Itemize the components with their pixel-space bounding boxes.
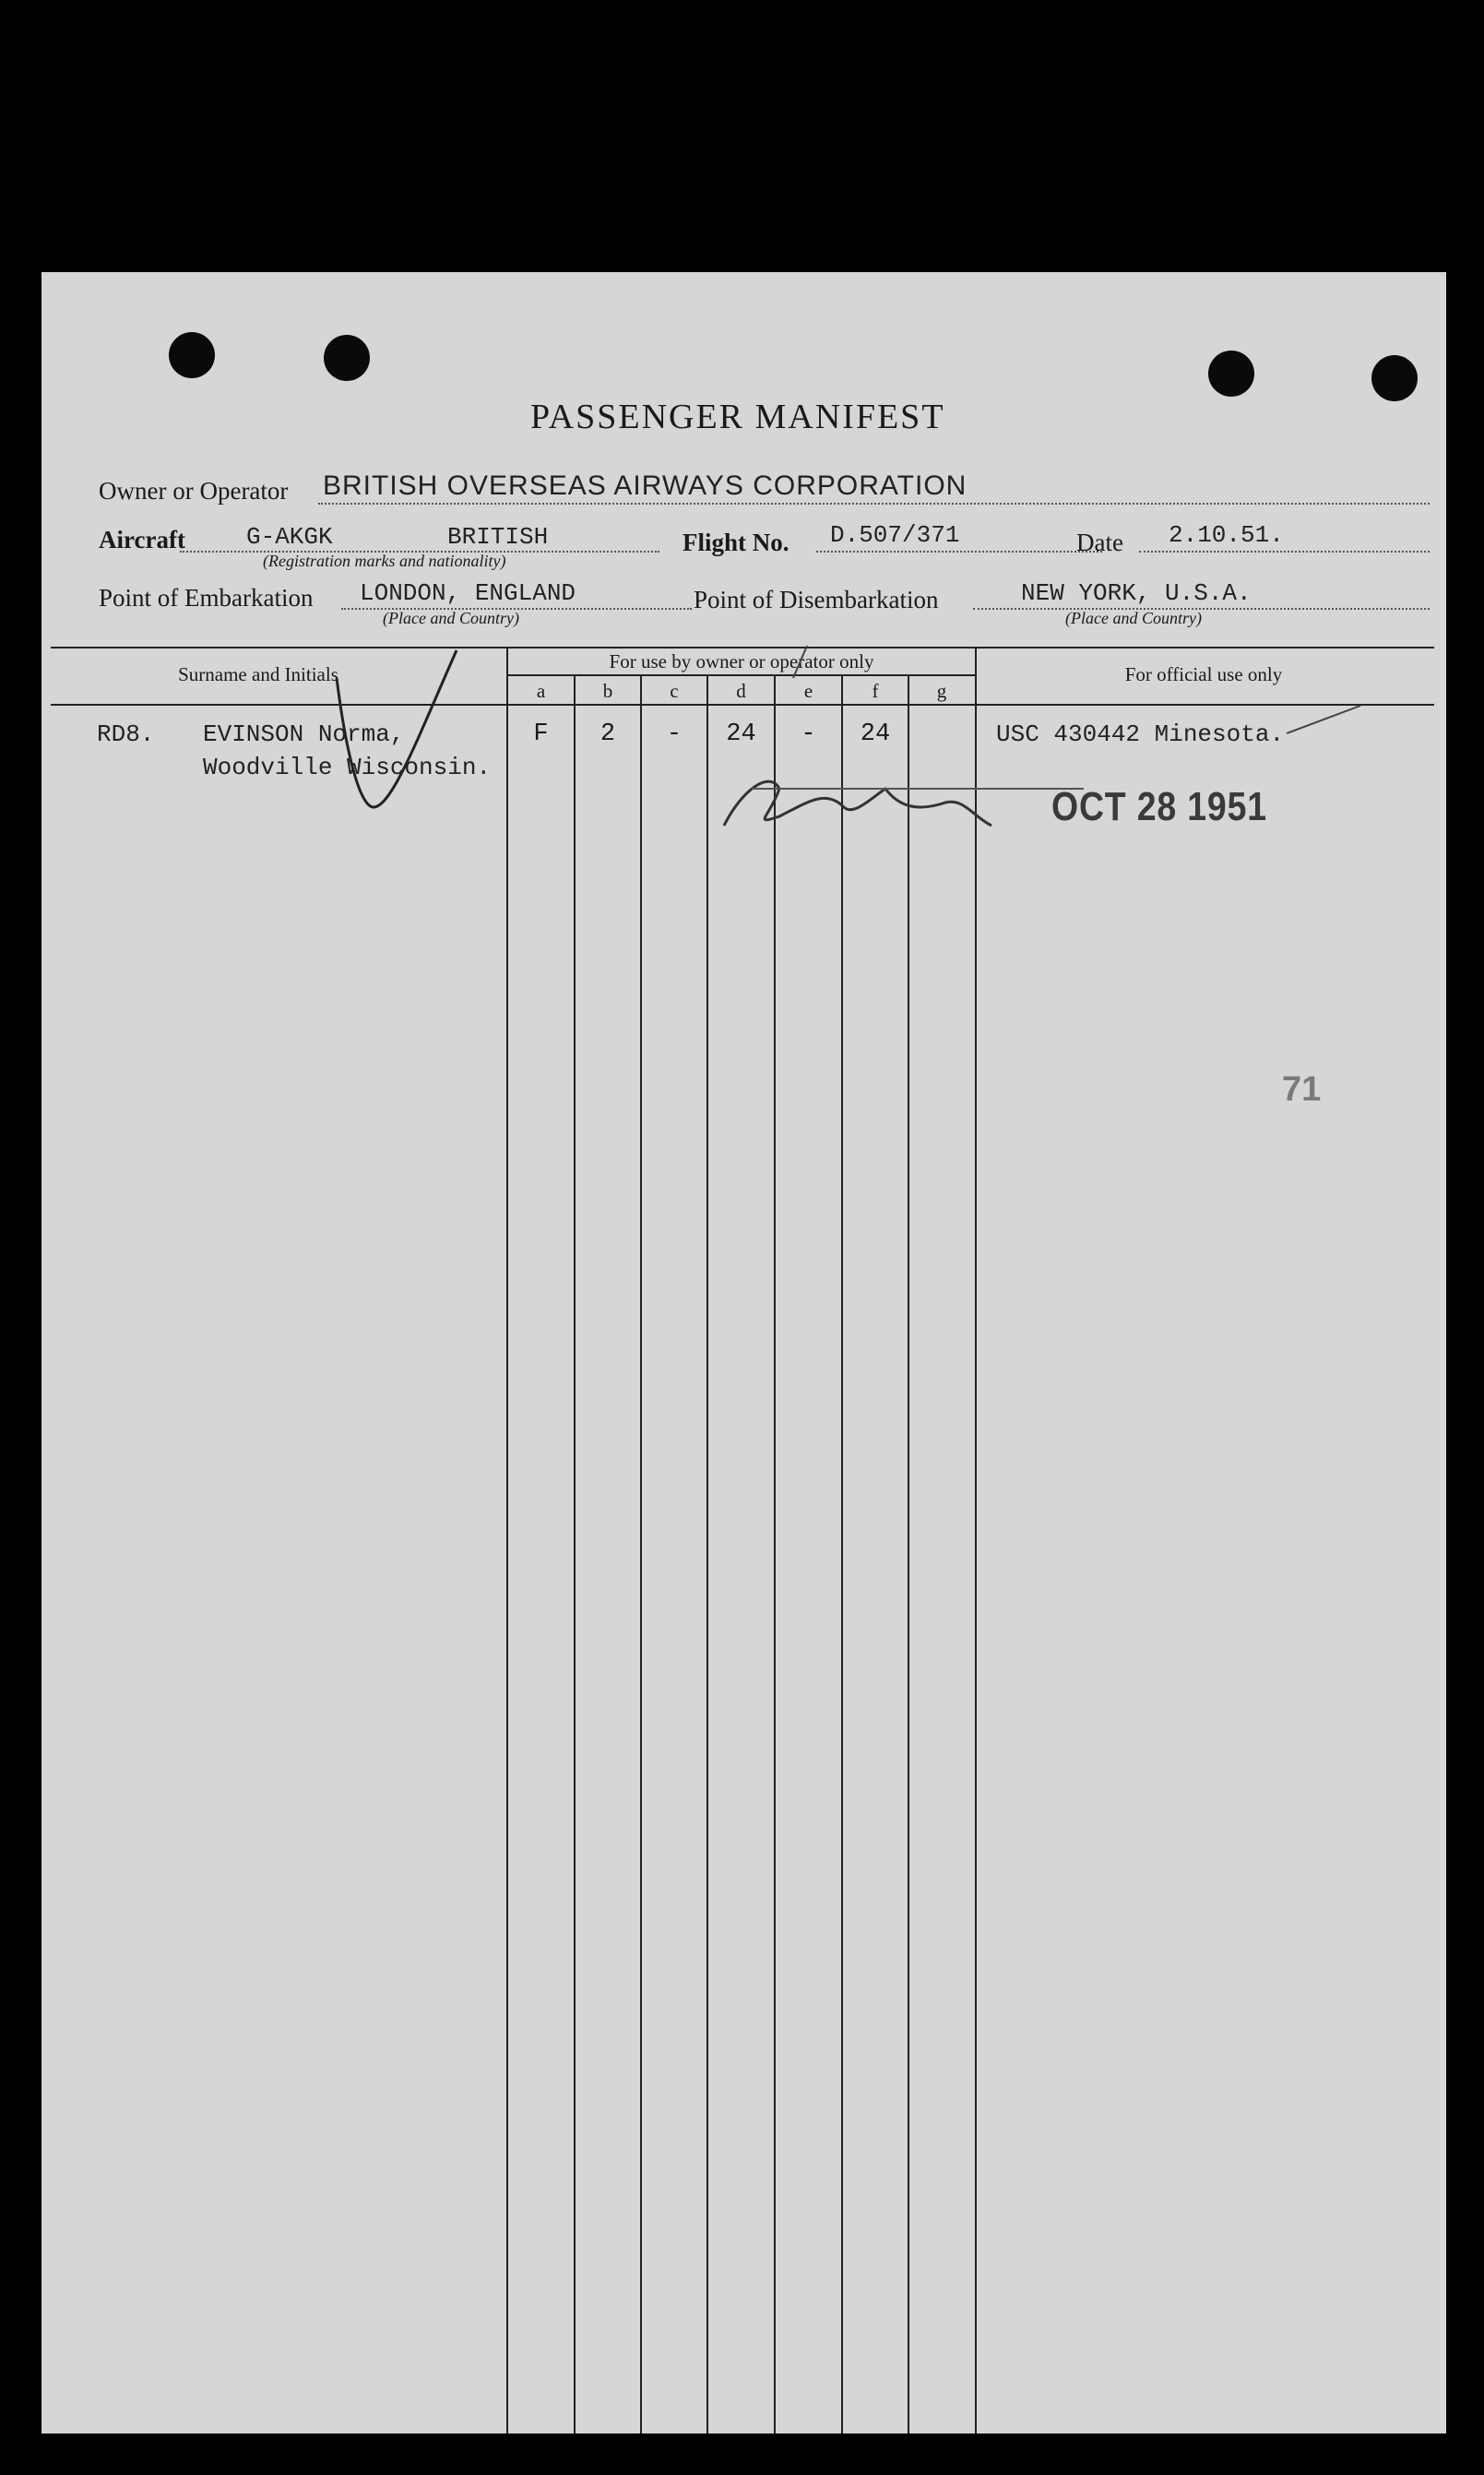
cell-a: F [533, 720, 549, 748]
cell-d: 24 [726, 720, 756, 748]
cell-b: 2 [600, 720, 616, 748]
flight-value: D.507/371 [830, 521, 960, 549]
aircraft-nationality: BRITISH [447, 523, 549, 551]
aircraft-registration: G-AKGK [246, 523, 333, 551]
embarkation-value: LONDON, ENGLAND [360, 579, 576, 607]
aircraft-sublabel: (Registration marks and nationality) [263, 552, 506, 570]
check-mark [337, 650, 457, 807]
manifest-page [42, 272, 1446, 2433]
aircraft-label: Aircraft [99, 526, 185, 553]
header-strike [793, 646, 807, 678]
flight-label: Flight No. [683, 529, 789, 556]
disembarkation-label: Point of Disembarkation [694, 586, 939, 613]
subcol-g-header: g [936, 680, 947, 702]
owner-label: Owner or Operator [99, 477, 289, 505]
passenger-name: EVINSON Norma, [203, 720, 405, 748]
subcol-e-header: e [803, 680, 813, 702]
cell-e: - [801, 720, 816, 748]
official-entry: USC 430442 Minesota. [996, 720, 1285, 748]
disembarkation-value: NEW YORK, U.S.A. [1021, 579, 1252, 607]
subcol-b-header: b [602, 680, 613, 702]
cell-f: 24 [860, 720, 891, 748]
official-strike [1287, 706, 1360, 733]
disembarkation-sublabel: (Place and Country) [1065, 609, 1202, 627]
page-title: PASSENGER MANIFEST [530, 398, 945, 436]
name-column-header: Surname and Initials [178, 663, 338, 685]
owner-value: BRITISH OVERSEAS AIRWAYS CORPORATION [323, 470, 968, 501]
passenger-address: Woodville Wisconsin. [203, 754, 492, 781]
date-label: Date [1076, 529, 1123, 556]
subcol-f-header: f [872, 680, 879, 702]
embarkation-sublabel: (Place and Country) [383, 609, 519, 627]
embarkation-label: Point of Embarkation [99, 584, 314, 612]
official-use-header: For official use only [1124, 663, 1283, 685]
page-number: 71 [1282, 1070, 1322, 1109]
handwritten-marks [42, 272, 1446, 2433]
subcol-c-header: c [670, 680, 679, 702]
date-stamp: OCT 28 1951 [1051, 784, 1267, 829]
subcol-d-header: d [736, 680, 746, 702]
date-value: 2.10.51. [1169, 521, 1284, 549]
row-ref: RD8. [97, 720, 155, 748]
owner-use-header: For use by owner or operator only [609, 650, 874, 672]
cell-c: - [666, 720, 683, 748]
subcol-a-header: a [536, 680, 546, 702]
